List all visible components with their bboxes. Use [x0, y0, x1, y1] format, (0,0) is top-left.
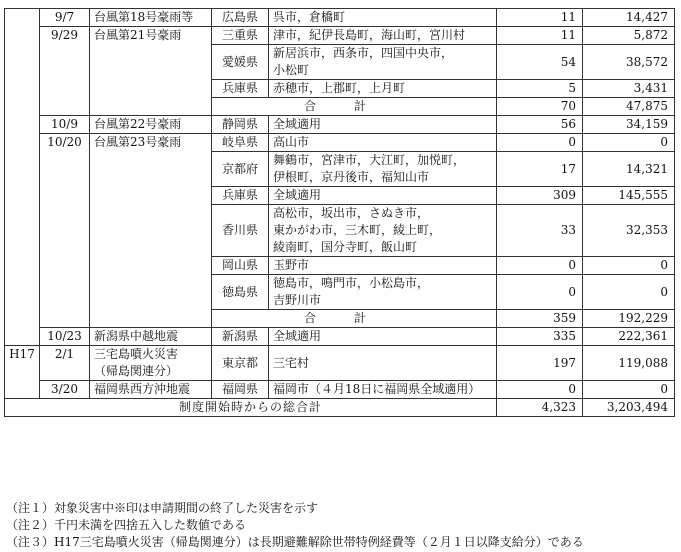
area-line: 新居浜市，西条市，四国中央市， — [273, 46, 454, 60]
count-cell: 54 — [497, 45, 583, 80]
area-cell: 玉野市 — [269, 257, 497, 275]
area-cell — [269, 205, 497, 257]
count-cell: 309 — [497, 187, 583, 205]
prefecture-cell: 岐阜県 — [212, 134, 269, 152]
date-cell: 10/9 — [40, 116, 90, 134]
amount-cell: 3,431 — [583, 80, 675, 98]
disaster-cell: 福岡県西方沖地震 — [90, 381, 212, 399]
area-cell: 三宅村 — [269, 346, 497, 381]
amount-cell: 119,088 — [583, 346, 675, 381]
date-cell: 10/23 — [40, 328, 90, 346]
area-cell: 呉市，倉橋町 — [269, 9, 497, 27]
disaster-cell: 台風第23号豪雨 — [90, 134, 212, 328]
footnote: （注１）対象災害中※印は申請期間の終了した災害を示す — [6, 501, 319, 515]
amount-cell: 14,427 — [583, 9, 675, 27]
amount-cell: 0 — [583, 381, 675, 399]
prefecture-cell: 京都府 — [212, 152, 269, 187]
grand-total-row — [5, 399, 675, 417]
area-cell: 福岡市（４月18日に福岡県全域適用） — [269, 381, 497, 399]
amount-cell: 222,361 — [583, 328, 675, 346]
table-row — [5, 134, 675, 152]
area-cell: 全域適用 — [269, 187, 497, 205]
area-cell: 全域適用 — [269, 328, 497, 346]
disaster-cell — [90, 346, 212, 381]
footnotes — [6, 500, 584, 551]
count-cell: 56 — [497, 116, 583, 134]
date-cell: 2/1 — [40, 346, 90, 381]
area-cell: 全域適用 — [269, 116, 497, 134]
prefecture-cell: 東京都 — [212, 346, 269, 381]
prefecture-cell: 香川県 — [212, 205, 269, 257]
footnote: （注３）H17三宅島噴火災害（帰島関連分）は長期避難解除世帯特例経費等（２月１日以降支給分）である — [6, 535, 584, 549]
area-line: 吉野川市 — [273, 293, 322, 307]
table-row — [5, 116, 675, 134]
prefecture-cell: 新潟県 — [212, 328, 269, 346]
area-line: 伊根町，京丹後市，福知山市 — [273, 170, 430, 184]
table-row — [5, 328, 675, 346]
area-cell: 高山市 — [269, 134, 497, 152]
year-cell — [5, 9, 40, 346]
area-cell: 赤穂市，上郡町，上月町 — [269, 80, 497, 98]
area-line: 舞鶴市，宮津市，大江町，加悦町， — [273, 153, 466, 167]
table-row — [5, 27, 675, 45]
disaster-cell: 台風第22号豪雨 — [90, 116, 212, 134]
amount-cell: 0 — [583, 134, 675, 152]
disaster-cell: 台風第18号豪雨等 — [90, 9, 212, 27]
amount-cell: 0 — [583, 257, 675, 275]
count-cell: 11 — [497, 27, 583, 45]
area-cell — [269, 152, 497, 187]
area-line: 小松町 — [273, 63, 310, 77]
count-cell: 17 — [497, 152, 583, 187]
prefecture-cell: 広島県 — [212, 9, 269, 27]
amount-cell: 34,159 — [583, 116, 675, 134]
year-cell: H17 — [5, 346, 40, 399]
area-cell — [269, 275, 497, 310]
prefecture-cell: 三重県 — [212, 27, 269, 45]
count-cell: 335 — [497, 328, 583, 346]
prefecture-cell: 福岡県 — [212, 381, 269, 399]
count-cell: 197 — [497, 346, 583, 381]
date-cell: 3/20 — [40, 381, 90, 399]
date-cell: 10/20 — [40, 134, 90, 328]
footnote: （注２）千円未満を四捨五入した数値である — [6, 518, 247, 532]
disaster-relief-table — [4, 8, 675, 417]
amount-cell: 14,321 — [583, 152, 675, 187]
count-cell: 359 — [497, 310, 583, 328]
area-cell: 津市，紀伊長島町，海山町，宮川村 — [269, 27, 497, 45]
amount-cell: 0 — [583, 275, 675, 310]
prefecture-cell: 兵庫県 — [212, 80, 269, 98]
area-line: 綾南町，国分寺町，飯山町 — [273, 240, 418, 254]
amount-cell: 32,353 — [583, 205, 675, 257]
count-cell: 11 — [497, 9, 583, 27]
count-cell: 33 — [497, 205, 583, 257]
count-cell: 0 — [497, 275, 583, 310]
prefecture-cell: 岡山県 — [212, 257, 269, 275]
prefecture-cell: 兵庫県 — [212, 187, 269, 205]
disaster-cell: 台風第21号豪雨 — [90, 27, 212, 116]
table-row — [5, 9, 675, 27]
area-line: 東かがわ市，三木町，綾上町， — [273, 223, 442, 237]
subtotal-label: 合計 — [212, 98, 497, 116]
disaster-cell: 新潟県中越地震 — [90, 328, 212, 346]
prefecture-cell: 静岡県 — [212, 116, 269, 134]
area-line: 徳島市，鳴門市，小松島市， — [273, 276, 430, 290]
amount-cell: 5,872 — [583, 27, 675, 45]
area-line: 高松市，坂出市，さぬき市， — [273, 206, 430, 220]
count-cell: 0 — [497, 134, 583, 152]
table-row — [5, 381, 675, 399]
grand-total-label: 制度開始時からの総合計 — [5, 399, 497, 417]
disaster-line: 三宅島噴火災害 — [94, 347, 179, 361]
count-cell: 0 — [497, 257, 583, 275]
count-cell: 70 — [497, 98, 583, 116]
prefecture-cell: 徳島県 — [212, 275, 269, 310]
date-cell: 9/7 — [40, 9, 90, 27]
date-cell: 9/29 — [40, 27, 90, 116]
disaster-line: （帰島関連分） — [94, 364, 179, 378]
area-cell — [269, 45, 497, 80]
count-cell: 4,323 — [497, 399, 583, 417]
amount-cell: 47,875 — [583, 98, 675, 116]
table-row — [5, 346, 675, 381]
amount-cell: 145,555 — [583, 187, 675, 205]
prefecture-cell: 愛媛県 — [212, 45, 269, 80]
amount-cell: 192,229 — [583, 310, 675, 328]
count-cell: 0 — [497, 381, 583, 399]
amount-cell: 38,572 — [583, 45, 675, 80]
amount-cell: 3,203,494 — [583, 399, 675, 417]
count-cell: 5 — [497, 80, 583, 98]
subtotal-label: 合計 — [212, 310, 497, 328]
